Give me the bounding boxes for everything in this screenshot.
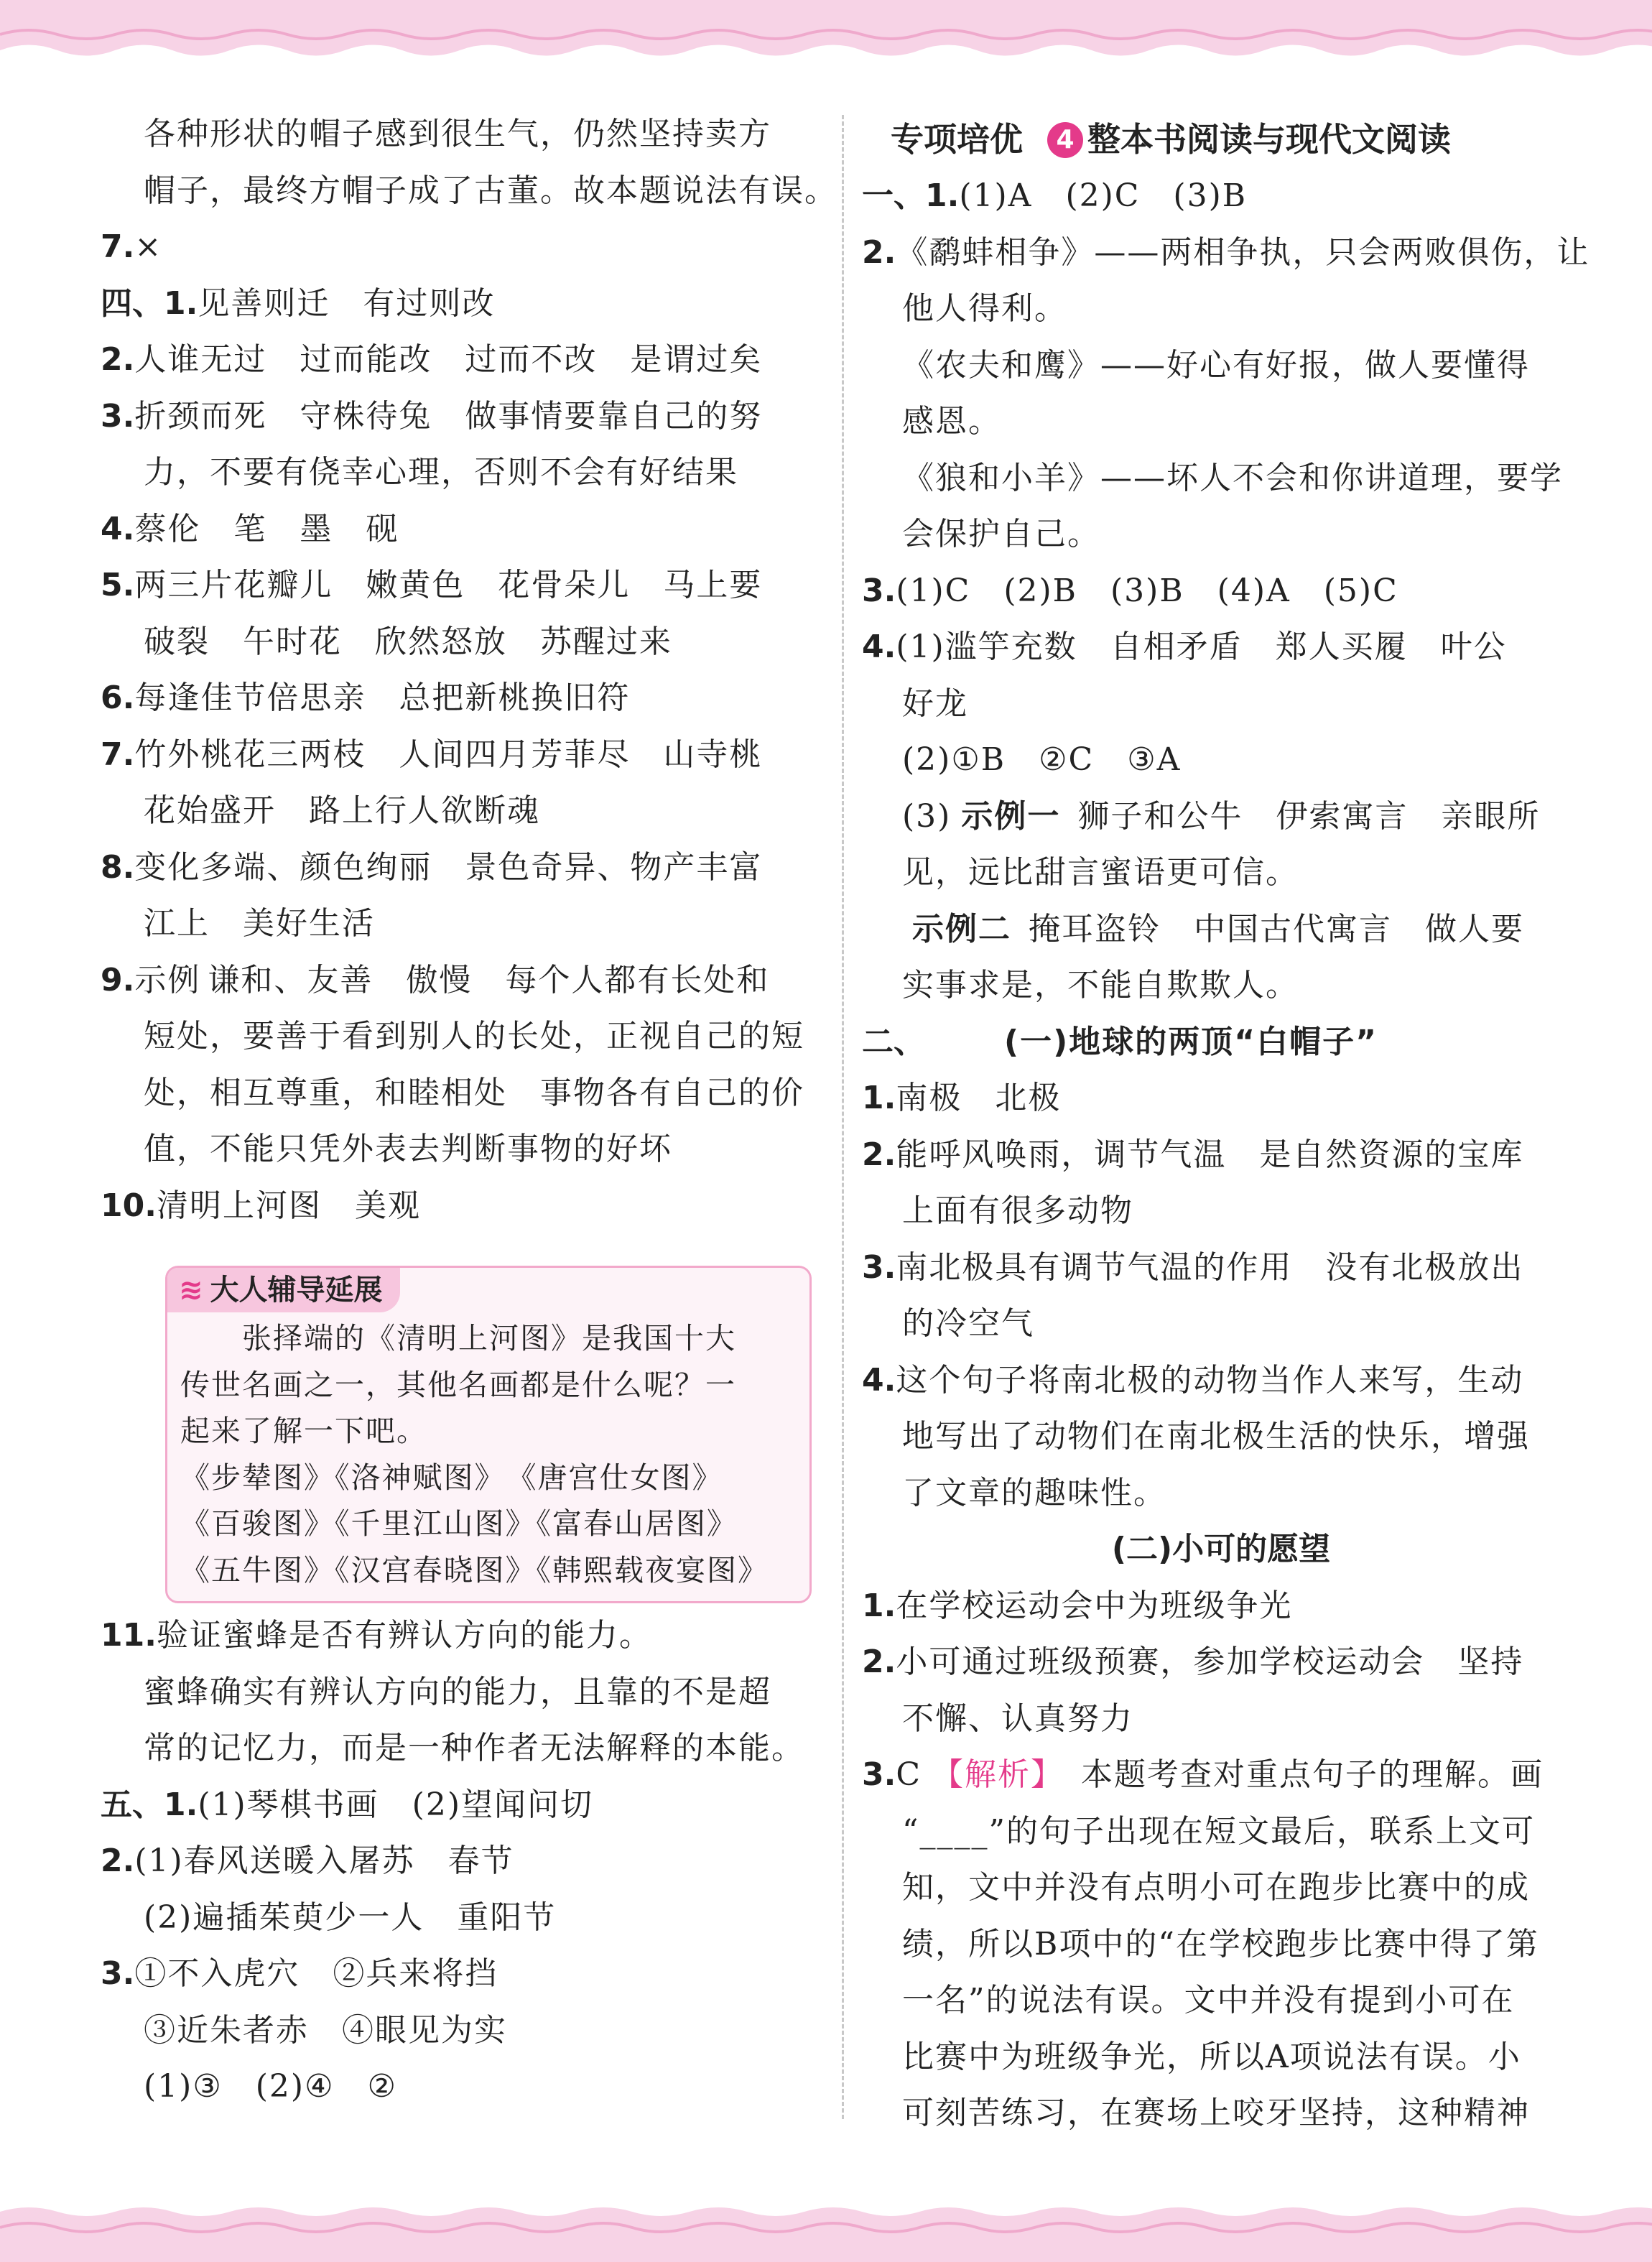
answer-text: (1)春风送暖入屠苏 春节	[134, 1842, 514, 1879]
answer-line	[862, 1072, 1061, 1125]
answer-text: 他人得利。	[902, 290, 1067, 327]
item-number: 3.	[101, 397, 135, 435]
item-number: 1.	[862, 1080, 896, 1116]
top-wave-band	[0, 0, 1652, 79]
subsection-title	[862, 1523, 1580, 1576]
answer-text: 人谁无过 过而能改 过而不改 是谓过矣	[134, 341, 763, 378]
answer-text: 掩耳盗铃 中国古代寓言 做人要	[1029, 910, 1524, 947]
answer-line	[862, 790, 1540, 843]
answer-line	[862, 1805, 1535, 1858]
answer-line	[862, 1016, 1378, 1069]
answer-line	[862, 733, 1181, 787]
answer-text: 清明上河图 美观	[156, 1187, 421, 1224]
answer-line	[862, 339, 1530, 392]
answer-line	[862, 226, 1590, 279]
item-number: 2.	[862, 233, 896, 271]
answer-text: (2)遍插茱萸少一人 重阳节	[144, 1899, 557, 1936]
answer-text: (2)①B ②C ③A	[902, 741, 1182, 778]
answer-line	[101, 1067, 804, 1120]
answer-line	[862, 1918, 1539, 1971]
answer-line	[101, 446, 738, 499]
answer-text: 力，不要有侥幸心理，否则不会有好结果	[144, 454, 738, 491]
answer-text: 江上 美好生活	[144, 905, 375, 942]
section-title	[891, 111, 1451, 168]
answer-line	[101, 164, 837, 218]
answer-text: “____”的句子出现在短文最后，联系上文可	[902, 1812, 1535, 1850]
item-number: 8.	[101, 848, 135, 886]
answer-text: ③近朱者赤 ④眼见为实	[144, 2011, 507, 2049]
item-number: 一、1.	[862, 177, 960, 214]
answer-text: 蔡伦 笔 墨 砚	[134, 510, 399, 547]
item-number: 3.	[862, 1248, 896, 1286]
answer-line	[101, 221, 162, 274]
item-number: 4.	[862, 1361, 896, 1399]
answer-line	[101, 1010, 804, 1063]
answer-line	[101, 1609, 652, 1662]
answer-text: 绩，所以B项中的“在学校跑步比赛中得了第	[902, 1925, 1539, 1962]
answer-line	[101, 841, 762, 894]
item-number: 4.	[862, 629, 896, 665]
answer-text: 常的记忆力，而是一种作者无法解释的本能。	[144, 1730, 804, 1766]
answer-line	[101, 784, 540, 838]
answer-text: 本题考查对重点句子的理解。画	[1081, 1756, 1544, 1793]
answer-line	[101, 897, 375, 950]
answer-text: 谦和、友善 傲慢 每个人都有长处和	[208, 961, 770, 998]
item-number: 9.	[101, 961, 135, 998]
item-number: 7.	[101, 736, 135, 773]
answer-text: 《狼和小羊》——坏人不会和你讲道理，要学	[902, 459, 1563, 496]
answer-line	[862, 677, 968, 731]
answer-line	[101, 1123, 672, 1176]
answer-line	[101, 390, 762, 443]
answer-text: 南极 北极	[896, 1080, 1062, 1116]
answer-text: 值，不能只凭外表去判断事物的好坏	[144, 1131, 672, 1167]
answer-line	[101, 559, 762, 612]
answer-line	[862, 1241, 1523, 1294]
answer-line	[862, 1974, 1515, 2027]
item-number: 11.	[101, 1617, 157, 1654]
answer-line	[862, 1748, 1544, 1802]
item-number: 五、1.	[101, 1786, 198, 1823]
answer-line	[101, 333, 762, 386]
answer-text: 地写出了动物们在南北极生活的快乐，增强	[902, 1418, 1530, 1455]
answer-line	[862, 565, 1398, 618]
answer-line	[101, 672, 630, 725]
answer-line	[862, 959, 1299, 1012]
answer-line	[862, 903, 1524, 956]
answer-line	[862, 1354, 1523, 1407]
answer-text: 见，远比甜言蜜语更可信。	[902, 854, 1299, 891]
answer-label: 【解析】	[932, 1756, 1064, 1793]
item-number: 四、1.	[101, 284, 198, 322]
answer-line	[862, 282, 1067, 335]
bottom-wave-band	[0, 2183, 1652, 2262]
answer-text: 感恩。	[902, 403, 1001, 440]
column-divider	[842, 115, 844, 2119]
answer-text: 小可通过班级预赛，参加学校运动会 坚持	[896, 1644, 1524, 1680]
item-number: 3.	[101, 1955, 135, 1992]
answer-text: 蜜蜂确实有辨认方向的能力，且靠的不是超	[144, 1673, 771, 1710]
answer-text: (1)C (2)B (3)B (4)A (5)C	[896, 572, 1398, 609]
answer-text: 变化多端、颜色绚丽 景色奇异、物产丰富	[134, 848, 763, 886]
tip-line: 张择端的《清明上河图》是我国十大	[180, 1321, 736, 1355]
answer-line	[862, 1636, 1523, 1689]
tip-title: 大人辅导延展	[210, 1274, 383, 1307]
answer-text: 示例	[134, 961, 201, 998]
subsection-title-text: (二)小可的愿望	[1111, 1531, 1331, 1567]
answer-line	[862, 1861, 1530, 1914]
answer-line	[101, 616, 672, 669]
tip-line: 《百骏图》《千里江山图》《富春山居图》	[180, 1506, 738, 1541]
answer-text: 见善则迁 有过则改	[198, 284, 496, 322]
answer-text: 各种形状的帽子感到很生气，仍然坚持卖方	[144, 116, 771, 152]
answer-text: 验证蜜蜂是否有辨认方向的能力。	[156, 1617, 652, 1654]
answer-text: 比赛中为班级争光，所以A项说法有误。小	[902, 2038, 1521, 2075]
answer-line	[862, 1185, 1133, 1238]
item-number: 3.	[862, 572, 896, 609]
answer-text: 竹外桃花三两枝 人间四月芳菲尽 山寺桃	[134, 736, 763, 773]
answer-text: 南北极具有调节气温的作用 没有北极放出	[896, 1248, 1524, 1286]
answer-text: 可刻苦练习，在赛场上咬牙坚持，这种精神	[902, 2095, 1530, 2131]
answer-text: 《鹬蚌相争》——两相争执，只会两败俱伤，让	[896, 233, 1590, 271]
tip-line: 《步辇图》《洛神赋图》 《唐宫仕女图》	[180, 1460, 723, 1495]
wave-icon: ≋	[179, 1274, 203, 1307]
tip-box	[165, 1266, 812, 1603]
answer-text: 好龙	[902, 685, 968, 722]
answer-line	[101, 1666, 771, 1719]
answer-text: 知，文中并没有点明小可在跑步比赛中的成	[902, 1869, 1530, 1906]
answer-line	[862, 1467, 1166, 1520]
tip-header	[167, 1268, 400, 1312]
answer-line	[862, 621, 1507, 674]
answer-line	[862, 1410, 1530, 1463]
answer-line	[862, 170, 1247, 223]
answer-text: 每逢佳节倍思亲 总把新桃换旧符	[134, 680, 631, 716]
answer-text: 会保护自己。	[902, 516, 1100, 552]
answer-text: (3)	[902, 797, 952, 835]
answer-text: 折颈而死 守株待兔 做事情要靠自己的努	[134, 397, 763, 435]
answer-text: (1)A (2)C (3)B	[959, 177, 1248, 214]
answer-text: 了文章的趣味性。	[902, 1474, 1166, 1511]
answer-text: 两三片花瓣儿 嫩黄色 花骨朵儿 马上要	[134, 567, 763, 603]
answer-line	[101, 108, 771, 161]
answer-line	[101, 503, 399, 556]
answer-line	[862, 508, 1100, 561]
answer-line	[101, 954, 769, 1007]
answer-text: (1)③ (2)④ ②	[144, 2068, 397, 2105]
answer-line	[862, 1128, 1523, 1182]
answer-text: ①不入虎穴 ②兵来将挡	[134, 1955, 498, 1992]
answer-line	[862, 395, 1001, 448]
tip-line: 传世名画之一，其他名画都是什么呢？一	[180, 1367, 736, 1402]
item-number: 2.	[862, 1644, 896, 1680]
answer-line	[862, 846, 1299, 899]
answer-line	[101, 277, 495, 330]
answer-line	[862, 2087, 1530, 2140]
answer-line	[101, 1779, 593, 1832]
answer-line	[101, 1179, 421, 1233]
answer-line	[862, 452, 1563, 505]
answer-text: 处，相互尊重，和睦相处 事物各有自己的价	[144, 1074, 804, 1111]
section-label: 专项培优	[891, 120, 1023, 159]
tip-line: 《五牛图》《汉宫春晓图》《韩熙载夜宴图》	[180, 1552, 769, 1587]
answer-label: 示例一	[961, 797, 1061, 835]
item-number: 二、	[862, 1023, 925, 1060]
answer-line	[101, 2004, 507, 2057]
answer-text: 实事求是，不能自欺欺人。	[902, 967, 1299, 1003]
answer-text: 在学校运动会中为班级争光	[896, 1587, 1293, 1624]
answer-text: 破裂 午时花 欣然怒放 苏醒过来	[144, 623, 672, 660]
answer-text: 这个句子将南北极的动物当作人来写，生动	[896, 1361, 1524, 1399]
item-number: 4.	[101, 510, 135, 547]
subsection-title-text: (一)地球的两顶“白帽子”	[1004, 1023, 1378, 1060]
wave-decoration	[0, 2183, 1652, 2262]
item-number: 1.	[862, 1587, 896, 1624]
item-number: 7.	[101, 228, 135, 265]
answer-line	[862, 2031, 1521, 2084]
section-heading: 整本书阅读与现代文阅读	[1087, 120, 1451, 159]
answer-text: 不懈、认真努力	[902, 1700, 1133, 1737]
answer-text: 狮子和公牛 伊索寓言 亲眼所	[1077, 797, 1541, 835]
answer-line	[101, 2060, 397, 2113]
item-number: 2.	[101, 341, 135, 378]
answer-line	[101, 728, 762, 782]
answer-line	[862, 1580, 1292, 1633]
section-number-badge: 4	[1047, 122, 1083, 158]
item-number: 3.	[862, 1756, 896, 1793]
answer-line	[101, 1891, 556, 1945]
wave-decoration	[0, 0, 1652, 79]
answer-label: 示例二	[912, 910, 1011, 947]
answer-text: (1)琴棋书画 (2)望闻问切	[198, 1786, 593, 1823]
answer-text: (1)滥竽充数 自相矛盾 郑人买履 叶公	[896, 629, 1507, 665]
answer-line	[862, 1692, 1133, 1746]
item-number: 2.	[101, 1842, 135, 1879]
answer-text: 帽子，最终方帽子成了古董。故本题说法有误。	[144, 172, 837, 209]
answer-text: 短处，要善于看到别人的长处，正视自己的短	[144, 1018, 804, 1054]
answer-text: C	[896, 1756, 922, 1793]
tip-line: 起来了解一下吧。	[180, 1414, 427, 1448]
answer-text: 能呼风唤雨，调节气温 是自然资源的宝库	[896, 1136, 1524, 1173]
answer-text: 花始盛开 路上行人欲断魂	[144, 792, 540, 829]
answer-text: 《农夫和鹰》——好心有好报，做人要懂得	[902, 346, 1530, 384]
answer-line	[101, 1947, 498, 2001]
item-number: 6.	[101, 680, 135, 716]
answer-line	[101, 1722, 804, 1775]
answer-text: 上面有很多动物	[902, 1192, 1133, 1229]
item-number: 10.	[101, 1187, 157, 1224]
item-number: 5.	[101, 567, 135, 603]
answer-text: 的冷空气	[902, 1305, 1034, 1342]
answer-line	[862, 1297, 1034, 1350]
answer-text: ×	[134, 228, 163, 265]
answer-line	[101, 1835, 514, 1888]
item-number: 2.	[862, 1136, 896, 1173]
answer-text: 一名”的说法有误。文中并没有提到小可在	[902, 1982, 1515, 2018]
